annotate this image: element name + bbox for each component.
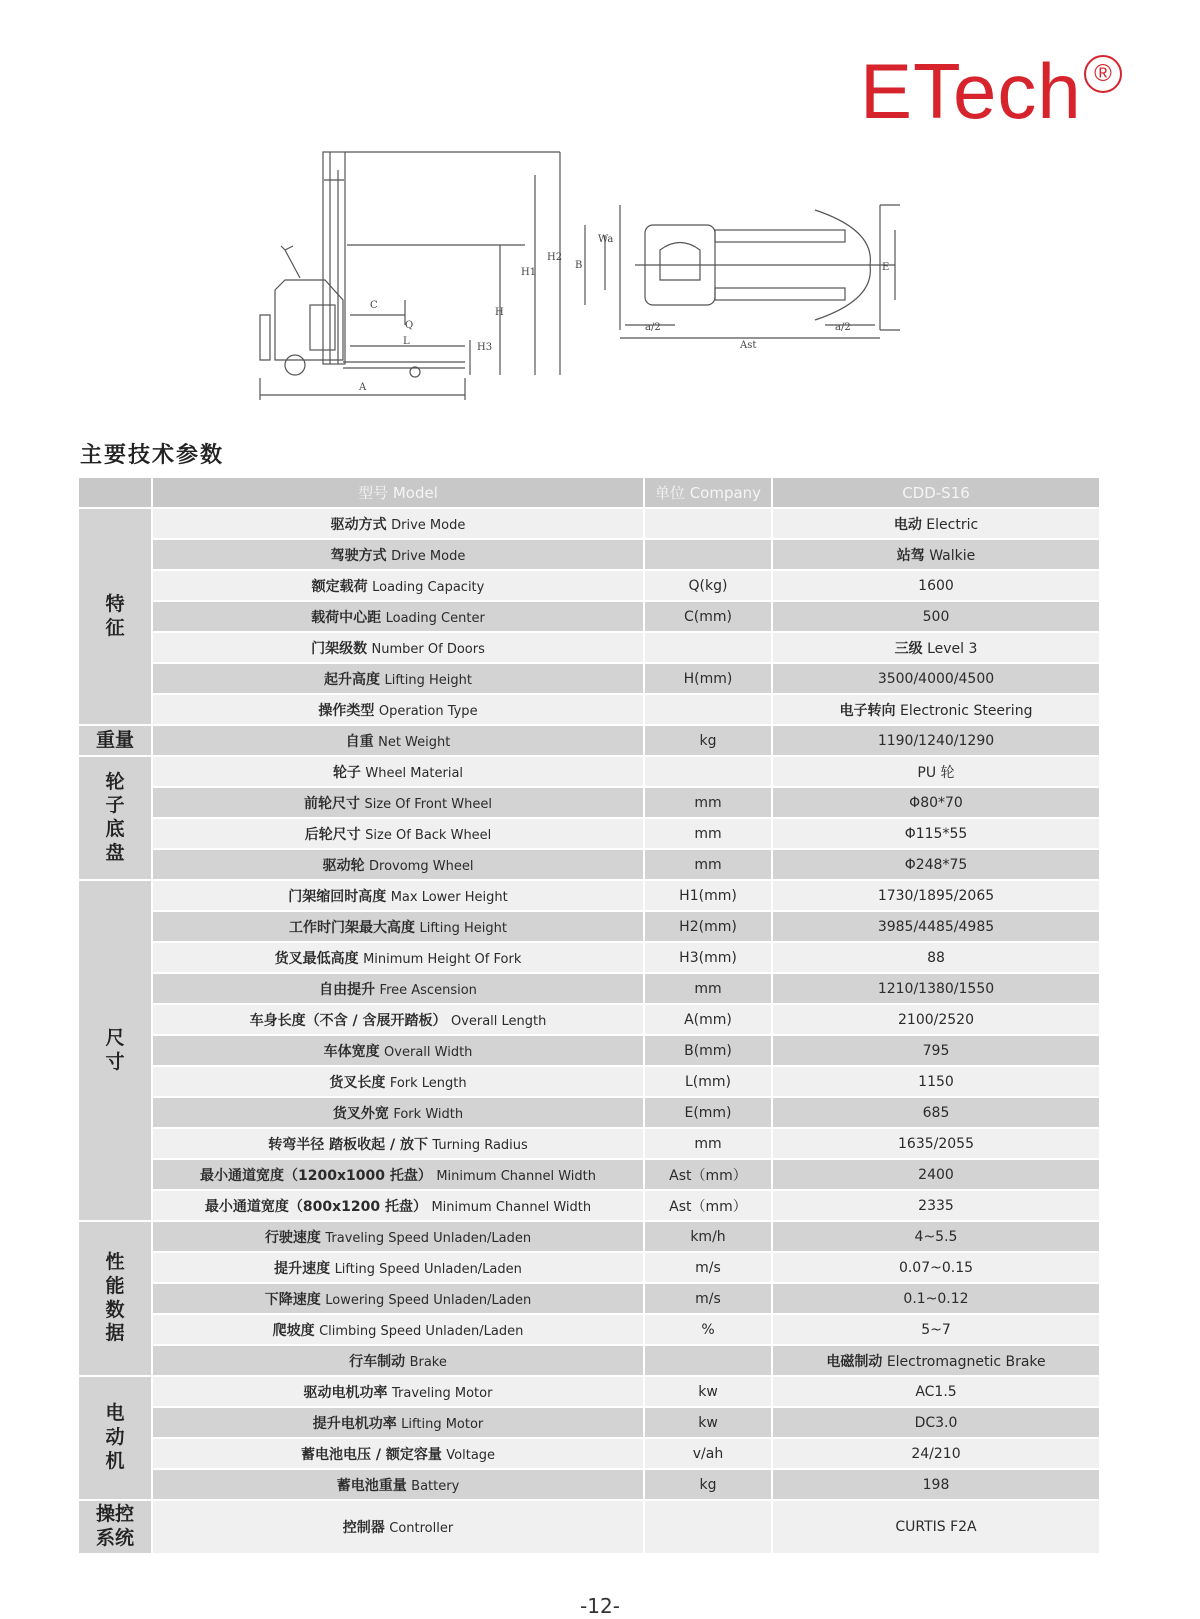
param-name-cn: 驾驶方式 xyxy=(330,547,387,564)
table-row xyxy=(79,818,1100,849)
param-unit: B(mm) xyxy=(644,1035,772,1066)
param-name xyxy=(152,694,644,725)
table-row xyxy=(79,973,1100,1004)
table-row xyxy=(79,694,1100,725)
param-value xyxy=(772,1097,1100,1128)
param-value-en: 3985/4485/4985 xyxy=(877,918,995,935)
param-name xyxy=(152,756,644,787)
param-value xyxy=(772,1438,1100,1469)
param-name xyxy=(152,1407,644,1438)
param-value-en: Electronic Steering xyxy=(899,702,1033,719)
param-name-cn: 门架级数 xyxy=(311,640,368,657)
param-unit: % xyxy=(644,1314,772,1345)
param-value xyxy=(772,1283,1100,1314)
table-row xyxy=(79,1283,1100,1314)
label-E: E xyxy=(882,262,890,273)
param-name-en: Traveling Motor xyxy=(392,1385,493,1401)
label-Wa: Wa xyxy=(598,234,614,245)
param-unit: mm xyxy=(644,818,772,849)
param-value xyxy=(772,1469,1100,1500)
param-name xyxy=(152,725,644,756)
param-name xyxy=(152,1128,644,1159)
param-name-en: Minimum Channel Width xyxy=(436,1168,596,1184)
param-unit: kg xyxy=(644,725,772,756)
param-value xyxy=(772,1345,1100,1376)
param-unit: E(mm) xyxy=(644,1097,772,1128)
param-unit xyxy=(644,539,772,570)
param-name xyxy=(152,1314,644,1345)
param-value-en: 2100/2520 xyxy=(898,1011,974,1028)
param-name-en: Operation Type xyxy=(378,703,478,719)
group-label: 性 能 数 据 xyxy=(79,1221,152,1376)
param-value xyxy=(772,1252,1100,1283)
param-name-cn: 蓄电池电压 / 额定容量 xyxy=(300,1446,442,1463)
param-name-en: Lifting Height xyxy=(419,920,507,936)
param-unit: kg xyxy=(644,1469,772,1500)
param-name-en: Loading Center xyxy=(385,610,485,626)
param-unit: km/h xyxy=(644,1221,772,1252)
param-unit: v/ah xyxy=(644,1438,772,1469)
table-row xyxy=(79,849,1100,880)
param-unit: L(mm) xyxy=(644,1066,772,1097)
param-value xyxy=(772,1128,1100,1159)
section-title: 主要技术参数 xyxy=(80,443,225,468)
table-row xyxy=(79,787,1100,818)
table-row xyxy=(79,1469,1100,1500)
param-name-cn: 驱动电机功率 xyxy=(303,1384,388,1401)
param-name-en: Fork Width xyxy=(393,1106,464,1122)
param-name-en: Fork Length xyxy=(389,1075,467,1091)
param-name xyxy=(152,1345,644,1376)
param-value-en: 2400 xyxy=(918,1166,954,1183)
table-row xyxy=(79,508,1100,539)
label-C: C xyxy=(370,300,378,311)
param-name-en: Lifting Height xyxy=(384,672,472,688)
param-name xyxy=(152,818,644,849)
param-name xyxy=(152,1159,644,1190)
param-value-en: 1600 xyxy=(918,577,954,594)
param-name-en: Controller xyxy=(389,1521,454,1536)
param-unit: m/s xyxy=(644,1283,772,1314)
table-row xyxy=(79,1159,1100,1190)
param-name-en: Lifting Speed Unladen/Laden xyxy=(334,1261,522,1277)
header-model: 型号 Model xyxy=(152,478,644,508)
header-value: CDD-S16 xyxy=(772,478,1100,508)
param-unit xyxy=(644,1345,772,1376)
param-name-cn: 货叉最低高度 xyxy=(274,950,359,967)
param-name-cn: 提升速度 xyxy=(274,1260,331,1277)
param-value-cn: 三级 xyxy=(894,640,923,657)
param-name-en: Net Weight xyxy=(378,734,451,750)
param-name-cn: 行车制动 xyxy=(349,1353,406,1370)
param-name-en: Overall Length xyxy=(450,1013,547,1029)
table-row xyxy=(79,1407,1100,1438)
label-A: A xyxy=(359,382,367,393)
param-value xyxy=(772,1500,1100,1554)
param-name-cn: 前轮尺寸 xyxy=(304,795,361,812)
param-name-cn: 车身长度（不含 / 含展开踏板） xyxy=(249,1012,447,1029)
param-name-cn: 载荷中心距 xyxy=(311,609,382,626)
param-unit: mm xyxy=(644,787,772,818)
param-value-en: Electric xyxy=(926,516,979,533)
label-B: B xyxy=(575,260,583,271)
param-name-cn: 轮子 xyxy=(332,764,361,781)
param-unit: Ast（mm） xyxy=(644,1159,772,1190)
page-number: -12- xyxy=(580,1594,620,1618)
param-value xyxy=(772,973,1100,1004)
forklift-technical-drawing xyxy=(255,150,935,405)
param-value xyxy=(772,663,1100,694)
param-name-en: Lowering Speed Unladen/Laden xyxy=(325,1292,532,1308)
label-Q: Q xyxy=(405,320,414,331)
param-value-en: 1210/1380/1550 xyxy=(877,980,995,997)
param-value-en: 198 xyxy=(922,1476,950,1493)
param-name-en: Free Ascension xyxy=(379,982,477,998)
table-row xyxy=(79,1035,1100,1066)
table-row xyxy=(79,1190,1100,1221)
param-value xyxy=(772,911,1100,942)
group-label: 轮 子 底 盘 xyxy=(79,756,152,880)
brand-logo: ETech xyxy=(860,47,1082,135)
param-unit: kw xyxy=(644,1407,772,1438)
param-value-cn: 站驾 xyxy=(896,547,925,564)
table-row xyxy=(79,725,1100,756)
table-row xyxy=(79,1128,1100,1159)
param-name-en: Turning Radius xyxy=(432,1137,528,1153)
param-value xyxy=(772,818,1100,849)
param-name-cn: 后轮尺寸 xyxy=(304,826,361,843)
param-unit: Q(kg) xyxy=(644,570,772,601)
param-value-en: 0.1~0.12 xyxy=(903,1290,969,1307)
param-name-cn: 行驶速度 xyxy=(264,1229,321,1246)
param-value-en: DC3.0 xyxy=(914,1414,958,1431)
param-unit: H2(mm) xyxy=(644,911,772,942)
param-name-en: Overall Width xyxy=(384,1044,473,1060)
table-row xyxy=(79,756,1100,787)
param-name-cn: 转弯半径 踏板收起 / 放下 xyxy=(268,1136,428,1153)
param-value-en: Level 3 xyxy=(927,640,978,657)
param-name xyxy=(152,1283,644,1314)
param-value-en: 1190/1240/1290 xyxy=(877,732,995,749)
param-value xyxy=(772,880,1100,911)
param-value-en: 5~7 xyxy=(921,1321,951,1338)
param-unit: H(mm) xyxy=(644,663,772,694)
param-name-en: Voltage xyxy=(446,1447,496,1463)
param-name xyxy=(152,1190,644,1221)
param-value-en: 4~5.5 xyxy=(914,1228,958,1245)
param-value xyxy=(772,508,1100,539)
param-name xyxy=(152,1035,644,1066)
param-name-en: Drive Mode xyxy=(391,517,466,533)
param-value xyxy=(772,849,1100,880)
param-name-en: Minimum Height Of Fork xyxy=(363,951,522,967)
label-H1: H1 xyxy=(521,267,537,278)
param-value-cn: 电磁制动 xyxy=(826,1353,883,1370)
param-value xyxy=(772,632,1100,663)
header-unit: 单位 Company xyxy=(644,478,772,508)
param-value-en: 500 xyxy=(922,608,950,625)
param-value-cn: 电子转向 xyxy=(839,702,896,719)
param-unit: H1(mm) xyxy=(644,880,772,911)
param-unit: mm xyxy=(644,849,772,880)
param-unit: Ast（mm） xyxy=(644,1190,772,1221)
spec-table xyxy=(79,478,1101,1555)
param-value xyxy=(772,570,1100,601)
table-row xyxy=(79,663,1100,694)
param-value xyxy=(772,694,1100,725)
table-row xyxy=(79,570,1100,601)
param-name xyxy=(152,570,644,601)
label-Ast: Ast xyxy=(740,340,757,351)
param-name xyxy=(152,1500,644,1554)
param-value-cn: 电动 xyxy=(893,516,922,533)
param-name-cn: 最小通道宽度（800x1200 托盘） xyxy=(204,1198,427,1215)
param-value-en: Φ248*75 xyxy=(904,856,968,873)
param-name-cn: 货叉外宽 xyxy=(332,1105,389,1122)
param-value xyxy=(772,1314,1100,1345)
param-unit: mm xyxy=(644,1128,772,1159)
param-value-en: Φ115*55 xyxy=(904,825,968,842)
param-unit xyxy=(644,694,772,725)
table-row xyxy=(79,1500,1100,1554)
table-header-row xyxy=(79,478,1100,508)
param-name-cn: 起升高度 xyxy=(324,671,381,688)
param-value-en: PU 轮 xyxy=(917,764,955,781)
param-value xyxy=(772,1066,1100,1097)
param-value xyxy=(772,1376,1100,1407)
param-name xyxy=(152,1252,644,1283)
param-value-en: 685 xyxy=(922,1104,950,1121)
param-value xyxy=(772,787,1100,818)
param-name-en: Lifting Motor xyxy=(401,1416,484,1432)
param-name xyxy=(152,1004,644,1035)
param-name-cn: 车体宽度 xyxy=(323,1043,380,1060)
label-H2: H2 xyxy=(547,252,563,263)
param-value-en: 2335 xyxy=(918,1197,954,1214)
table-row xyxy=(79,601,1100,632)
param-value-en: Electromagnetic Brake xyxy=(886,1353,1046,1370)
table-row xyxy=(79,942,1100,973)
param-value xyxy=(772,725,1100,756)
table-row xyxy=(79,1438,1100,1469)
table-row xyxy=(79,1066,1100,1097)
param-unit xyxy=(644,1500,772,1554)
table-row xyxy=(79,911,1100,942)
param-name-en: Drive Mode xyxy=(391,548,466,564)
param-value-en: Φ80*70 xyxy=(909,794,963,811)
param-name-cn: 自重 xyxy=(345,733,374,750)
param-name xyxy=(152,911,644,942)
param-name xyxy=(152,663,644,694)
registered-mark: ® xyxy=(1084,55,1122,93)
group-label: 重量 xyxy=(79,725,152,756)
param-value xyxy=(772,539,1100,570)
param-unit xyxy=(644,508,772,539)
param-value-en: 0.07~0.15 xyxy=(898,1259,974,1276)
param-name xyxy=(152,1097,644,1128)
param-name-cn: 提升电机功率 xyxy=(312,1415,397,1432)
param-value xyxy=(772,1407,1100,1438)
param-name-en: Wheel Material xyxy=(365,765,464,781)
param-name-cn: 货叉长度 xyxy=(329,1074,386,1091)
table-row xyxy=(79,1345,1100,1376)
table-row xyxy=(79,1376,1100,1407)
param-value-en: 1635/2055 xyxy=(898,1135,974,1152)
table-row xyxy=(79,632,1100,663)
label-L: L xyxy=(403,336,410,347)
param-name xyxy=(152,539,644,570)
param-name-cn: 驱动方式 xyxy=(330,516,387,533)
param-name-en: Max Lower Height xyxy=(390,889,508,905)
param-unit: H3(mm) xyxy=(644,942,772,973)
param-value-en: AC1.5 xyxy=(915,1383,957,1400)
param-name xyxy=(152,508,644,539)
param-name xyxy=(152,1438,644,1469)
param-name-en: Drovomg Wheel xyxy=(369,858,474,874)
table-row xyxy=(79,1221,1100,1252)
param-name-cn: 工作时门架最大高度 xyxy=(289,919,416,936)
param-name-en: Climbing Speed Unladen/Laden xyxy=(319,1323,524,1339)
param-value-en: 795 xyxy=(922,1042,950,1059)
param-value-en: Walkie xyxy=(929,547,976,564)
param-name-cn: 门架缩回时高度 xyxy=(288,888,387,905)
table-row xyxy=(79,539,1100,570)
param-value xyxy=(772,1159,1100,1190)
param-name xyxy=(152,1469,644,1500)
param-value xyxy=(772,1004,1100,1035)
label-a2-right: a/2 xyxy=(835,322,851,333)
param-unit xyxy=(644,756,772,787)
param-unit xyxy=(644,632,772,663)
param-name-en: Battery xyxy=(411,1478,460,1494)
param-name-cn: 驱动轮 xyxy=(322,857,365,874)
param-name xyxy=(152,1376,644,1407)
param-value xyxy=(772,1221,1100,1252)
group-label: 操控 系统 xyxy=(79,1500,152,1554)
param-unit: C(mm) xyxy=(644,601,772,632)
param-name-cn: 蓄电池重量 xyxy=(336,1477,407,1494)
table-row xyxy=(79,1097,1100,1128)
param-name xyxy=(152,632,644,663)
group-label: 特 征 xyxy=(79,508,152,725)
param-unit: A(mm) xyxy=(644,1004,772,1035)
param-unit: kw xyxy=(644,1376,772,1407)
param-name xyxy=(152,880,644,911)
param-name-cn: 操作类型 xyxy=(318,702,375,719)
param-name xyxy=(152,973,644,1004)
param-value-en: 1730/1895/2065 xyxy=(877,887,995,904)
param-name xyxy=(152,601,644,632)
param-name-en: Loading Capacity xyxy=(372,579,485,595)
param-name-en: Brake xyxy=(409,1354,447,1370)
param-value xyxy=(772,756,1100,787)
param-unit: m/s xyxy=(644,1252,772,1283)
param-value xyxy=(772,1190,1100,1221)
group-label: 电 动 机 xyxy=(79,1376,152,1500)
param-name-cn: 下降速度 xyxy=(264,1291,321,1308)
param-name-cn: 最小通道宽度（1200x1000 托盘） xyxy=(200,1167,432,1184)
table-row xyxy=(79,880,1100,911)
param-value-en: 24/210 xyxy=(911,1445,961,1462)
table-row xyxy=(79,1252,1100,1283)
param-value-en: 1150 xyxy=(918,1073,954,1090)
param-name xyxy=(152,849,644,880)
param-unit: mm xyxy=(644,973,772,1004)
param-name-cn: 额定载荷 xyxy=(311,578,368,595)
param-name-en: Minimum Channel Width xyxy=(431,1199,592,1215)
table-row xyxy=(79,1314,1100,1345)
param-name-en: Traveling Speed Unladen/Laden xyxy=(325,1230,532,1246)
param-value-en: 3500/4000/4500 xyxy=(877,670,995,687)
param-value xyxy=(772,601,1100,632)
table-row xyxy=(79,1004,1100,1035)
param-name xyxy=(152,942,644,973)
param-value xyxy=(772,1035,1100,1066)
label-a2-left: a/2 xyxy=(645,322,661,333)
param-value xyxy=(772,942,1100,973)
param-name xyxy=(152,1221,644,1252)
label-H: H xyxy=(495,307,504,318)
param-name-cn: 自由提升 xyxy=(319,981,376,998)
param-name-cn: 爬坡度 xyxy=(272,1322,315,1339)
param-value-en: 88 xyxy=(927,949,945,966)
param-name-cn: 控制器 xyxy=(342,1520,385,1536)
param-name xyxy=(152,787,644,818)
param-name-en: Size Of Back Wheel xyxy=(365,827,492,843)
param-name-en: Number Of Doors xyxy=(371,641,485,657)
param-name xyxy=(152,1066,644,1097)
header-blank xyxy=(79,478,152,508)
param-name-en: Size Of Front Wheel xyxy=(364,796,492,812)
param-value-en: CURTIS F2A xyxy=(895,1519,977,1535)
label-H3: H3 xyxy=(477,342,493,353)
group-label: 尺 寸 xyxy=(79,880,152,1221)
